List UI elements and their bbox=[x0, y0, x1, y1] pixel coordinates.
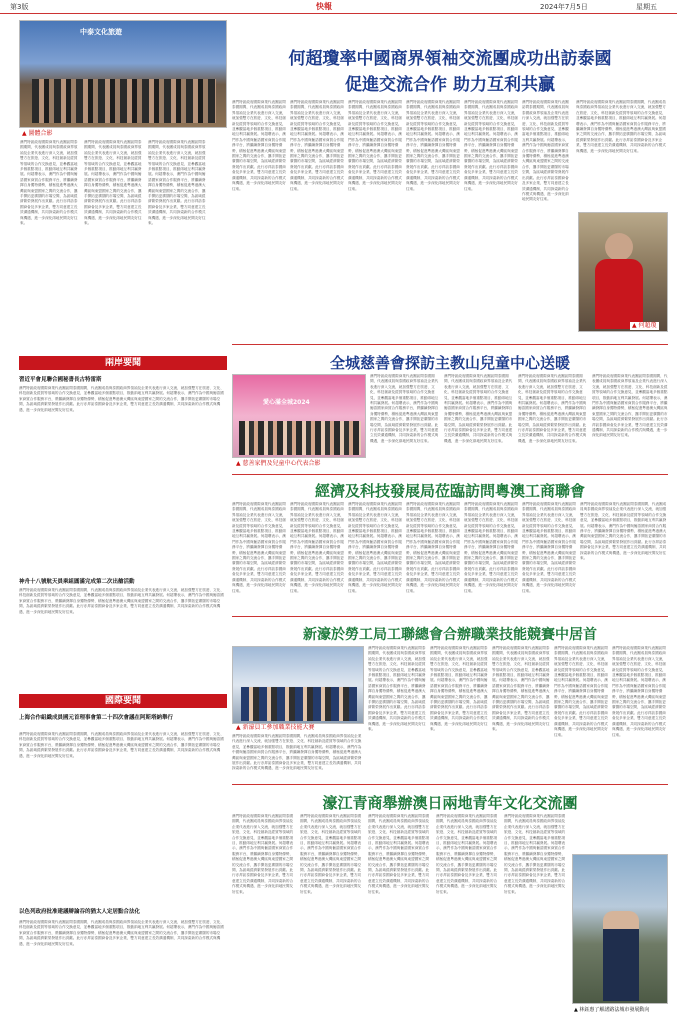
group-photo bbox=[19, 20, 227, 128]
body-text: 澳門特區政府國際商業代表團訪問泰國期間，代表團成員與泰國政商界領袖及企業代表進行深入交流，就加強雙方在旅遊、文化、科技創新及經貿等領域的合作交換意見，並參觀當地多個重點項目，推動兩地互利共贏發展。何超瓊表示，澳門作為中國與葡語國家商貿合作服務平台，將繼續發揮自身獨特優勢，積極促進粵港澳大灣區與東盟國家之間的交流合作，攜手開拓更廣闊的市場空間，為區域經濟繁榮發展作出貢獻。此行亦拜訪泰國商會及多家企業，雙方同意建立長效溝通機制，共同探索新的合作模式與機遇，進一步深化兩地民間友好往來。 bbox=[492, 646, 550, 732]
article-subtitle: 促進交流合作 助力互利共贏 bbox=[345, 75, 555, 95]
body-text: 澳門特區政府國際商業代表團訪問泰國期間，代表團成員與泰國政商界領袖及企業代表進行深入交流，就加強雙方在旅遊、文化、科技創新及經貿等領域的合作交換意見，並參觀當地多個重點項目，推動兩地互利共贏發展。何超瓊表示，澳門作為中國與葡語國家商貿合作服務平台，將繼續發揮自身獨特優勢，積極促進粵港澳大灣區與東盟國家之間的交流合作，攜手開拓更廣闊的市場空間，為區域經濟繁榮發展作出貢獻。此行亦拜訪泰國商會及多家企業，雙方同意建立長效溝通機制，共同探索新的合作模式與機遇，進一步深化兩地民間友好往來。 bbox=[430, 646, 488, 732]
photo-people bbox=[241, 687, 357, 721]
body-text: 澳門特區政府國際商業代表團訪問泰國期間，代表團成員與泰國政商界領袖及企業代表進行深入交流，就加強雙方在旅遊、文化、科技創新及經貿等領域的合作交換意見，並參觀當地多個重點項目，推動兩地互利共贏發展。何超瓊表示，澳門作為中國與葡語國家商貿合作服務平台，將繼續發揮自身獨特優勢，積極促進粵港澳大灣區與東盟國家之間的交流合作，攜手開拓更廣闊的市場空間，為區域經濟繁榮發展作出貢獻。此行亦拜訪泰國商會及多家企業，雙方同意建立長效溝通機制，共同探索新的合作模式與機遇，進一步深化兩地民間友好往來。 bbox=[612, 646, 666, 737]
body-text: 澳門特區政府國際商業代表團訪問泰國期間，代表團成員與泰國政商界領袖及企業代表進行深入交流，就加強雙方在旅遊、文化、科技創新及經貿等領域的合作交換意見，並參觀當地多個重點項目，推動兩地互利共贏發展。何超瓊表示，澳門作為中國與葡語國家商貿合作服務平台，將繼續發揮自身獨特優勢，積極促進粵港澳大灣區與東盟國家之間的交流合作，攜手開拓更廣闊的市場空間，為區域經濟繁榮發展作出貢獻。此行亦拜訪泰國商會及多家企業，雙方同意建立長效溝通機制，共同探索新的合作模式與機遇，進一步深化兩地民間友好往來。 bbox=[19, 732, 224, 758]
body-text: 澳門特區政府國際商業代表團訪問泰國期間，代表團成員與泰國政商界領袖及企業代表進行深入交流，就加強雙方在旅遊、文化、科技創新及經貿等領域的合作交換意見，並參觀當地多個重點項目，推動兩地互利共贏發展。何超瓊表示，澳門作為中國與葡語國家商貿合作服務平台，將繼續發揮自身獨特優勢，積極促進粵港澳大灣區與東盟國家之間的交流合作，攜手開拓更廣闊的市場空間，為區域經濟繁榮發展作出貢獻。此行亦拜訪泰國商會及多家企業，雙方同意建立長效溝通機制，共同探索新的合作模式與機遇，進一步深化兩地民間友好往來。 bbox=[368, 646, 426, 732]
body-text: 澳門特區政府國際商業代表團訪問泰國期間，代表團成員與泰國政商界領袖及企業代表進行深入交流，就加強雙方在旅遊、文化、科技創新及經貿等領域的合作交換意見，並參觀當地多個重點項目，推動兩地互利共贏發展。何超瓊表示，澳門作為中國與葡語國家商貿合作服務平台，將繼續發揮自身獨特優勢，積極促進粵港澳大灣區與東盟國家之間的交流合作，攜手開拓更廣闊的市場空間，為區域經濟繁榮發展作出貢獻。此行亦拜訪泰國商會及多家企業，雙方同意建立長效溝通機制，共同探索新的合作模式與機遇，進一步深化兩地民間友好往來。 bbox=[554, 646, 608, 737]
body-text: 澳門特區政府國際商業代表團訪問泰國期間，代表團成員與泰國政商界領袖及企業代表進行深入交流，就加強雙方在旅遊、文化、科技創新及經貿等領域的合作交換意見，並參觀當地多個重點項目，推動兩地互利共贏發展。何超瓊表示，澳門作為中國與葡語國家商貿合作服務平台，將繼續發揮自身獨特優勢，積極促進粵港澳大灣區與東盟國家之間的交流合作，攜手開拓更廣闊的市場空間，為區域經濟繁榮發展作出貢獻。此行亦拜訪泰國商會及多家企業，雙方同意建立長效溝通機制，共同探索新的合作模式與機遇，進一步深化兩地民間友好往來。 bbox=[20, 140, 78, 226]
news-headline: 上海合作組織成員國元首理事會第二十四次會議在阿斯塔納舉行 bbox=[19, 715, 174, 721]
body-text: 澳門特區政府國際商業代表團訪問泰國期間，代表團成員與泰國政商界領袖及企業代表進行深入交流，就加強雙方在旅遊、文化、科技創新及經貿等領域的合作交換意見，並參觀當地多個重點項目，推動兩地互利共贏發展。何超瓊表示，澳門作為中國與葡語國家商貿合作服務平台，將繼續發揮自身獨特優勢，積極促進粵港澳大灣區與東盟國家之間的交流合作，攜手開拓更廣闊的市場空間，為區域經濟繁榮發展作出貢獻。此行亦拜訪泰國商會及多家企業，雙方同意建立長效溝通機制，共同探索新的合作模式與機遇，進一步深化兩地民間友好往來。 bbox=[348, 502, 402, 593]
charity-photo bbox=[232, 374, 366, 458]
body-text: 澳門特區政府國際商業代表團訪問泰國期間，代表團成員與泰國政商界領袖及企業代表進行深入交流，就加強雙方在旅遊、文化、科技創新及經貿等領域的合作交換意見，並參觀當地多個重點項目，推動兩地互利共贏發展。何超瓊表示，澳門作為中國與葡語國家商貿合作服務平台，將繼續發揮自身獨特優勢，積極促進粵港澳大灣區與東盟國家之間的交流合作，攜手開拓更廣闊的市場空間，為區域經濟繁榮發展作出貢獻。此行亦拜訪泰國商會及多家企業，雙方同意建立長效溝通機制，共同探索新的合作模式與機遇，進一步深化兩地民間友好往來。 bbox=[232, 100, 286, 191]
photo-caption: ▲ 林鈺惠了解諾路法城市發展動向 bbox=[574, 1007, 650, 1013]
page-number: 第3版 bbox=[10, 3, 29, 11]
body-text: 澳門特區政府國際商業代表團訪問泰國期間，代表團成員與泰國政商界領袖及企業代表進行深入交流，就加強雙方在旅遊、文化、科技創新及經貿等領域的合作交換意見，並參觀當地多個重點項目，推動兩地互利共贏發展。何超瓊表示，澳門作為中國與葡語國家商貿合作服務平台，將繼續發揮自身獨特優勢，積極促進粵港澳大灣區與東盟國家之間的交流合作，攜手開拓更廣闊的市場空間，為區域經濟繁榮發展作出貢獻。此行亦拜訪泰國商會及多家企業，雙方同意建立長效溝通機制，共同探索新的合作模式與機遇，進一步深化兩地民間友好往來。 bbox=[368, 814, 430, 894]
body-text: 澳門特區政府國際商業代表團訪問泰國期間，代表團成員與泰國政商界領袖及企業代表進行深入交流，就加強雙方在旅遊、文化、科技創新及經貿等領域的合作交換意見，並參觀當地多個重點項目，推動兩地互利共贏發展。何超瓊表示，澳門作為中國與葡語國家商貿合作服務平台，將繼續發揮自身獨特優勢，積極促進粵港澳大灣區與東盟國家之間的交流合作，攜手開拓更廣闊的市場空間，為區域經濟繁榮發展作出貢獻。此行亦拜訪泰國商會及多家企業，雙方同意建立長效溝通機制，共同探索新的合作模式與機遇，進一步深化兩地民間友好往來。 bbox=[19, 386, 224, 412]
body-text: 澳門特區政府國際商業代表團訪問泰國期間，代表團成員與泰國政商界領袖及企業代表進行深入交流，就加強雙方在旅遊、文化、科技創新及經貿等領域的合作交換意見，並參觀當地多個重點項目，推動兩地互利共贏發展。何超瓊表示，澳門作為中國與葡語國家商貿合作服務平台，將繼續發揮自身獨特優勢，積極促進粵港澳大灣區與東盟國家之間的交流合作，攜手開拓更廣闊的市場空間，為區域經濟繁榮發展作出貢獻。此行亦拜訪泰國商會及多家企業，雙方同意建立長效溝通機制，共同探索新的合作模式與機遇，進一步深化兩地民間友好往來。 bbox=[290, 502, 344, 593]
body-text: 澳門特區政府國際商業代表團訪問泰國期間，代表團成員與泰國政商界領袖及企業代表進行深入交流，就加強雙方在旅遊、文化、科技創新及經貿等領域的合作交換意見，並參觀當地多個重點項目，推動兩地互利共贏發展。何超瓊表示，澳門作為中國與葡語國家商貿合作服務平台，將繼續發揮自身獨特優勢，積極促進粵港澳大灣區與東盟國家之間的交流合作，攜手開拓更廣闊的市場空間，為區域經濟繁榮發展作出貢獻。此行亦拜訪泰國商會及多家企業，雙方同意建立長效溝通機制，共同探索新的合作模式與機遇，進一步深化兩地民間友好往來。 bbox=[518, 374, 587, 443]
photo-caption: ▲ 圖體合影 bbox=[22, 130, 53, 137]
body-text: 澳門特區政府國際商業代表團訪問泰國期間，代表團成員與泰國政商界領袖及企業代表進行深入交流，就加強雙方在旅遊、文化、科技創新及經貿等領域的合作交換意見，並參觀當地多個重點項目，推動兩地互利共贏發展。何超瓊表示，澳門作為中國與葡語國家商貿合作服務平台，將繼續發揮自身獨特優勢，積極促進粵港澳大灣區與東盟國家之間的交流合作，攜手開拓更廣闊的市場空間，為區域經濟繁榮發展作出貢獻。此行亦拜訪泰國商會及多家企業，雙方同意建立長效溝通機制，共同探索新的合作模式與機遇，進一步深化兩地民間友好往來。 bbox=[348, 100, 402, 191]
photo-people bbox=[32, 79, 216, 123]
divider bbox=[232, 474, 668, 475]
photo-sign: 愛心滿全城2024 bbox=[263, 399, 310, 406]
news-headline: 神舟十八號航天員乘組圓滿完成第二次出艙活動 bbox=[19, 579, 135, 585]
weekday: 星期五 bbox=[636, 3, 657, 11]
section-header: 兩岸要聞 bbox=[19, 356, 227, 370]
news-headline: 習近平會見聯合國秘書長古特雷斯 bbox=[19, 377, 102, 383]
body-text: 澳門特區政府國際商業代表團訪問泰國期間，代表團成員與泰國政商界領袖及企業代表進行深入交流，就加強雙方在旅遊、文化、科技創新及經貿等領域的合作交換意見，並參觀當地多個重點項目，推動兩地互利共贏發展。何超瓊表示，澳門作為中國與葡語國家商貿合作服務平台，將繼續發揮自身獨特優勢，積極促進粵港澳大灣區與東盟國家之間的交流合作，攜手開拓更廣闊的市場空間，為區域經濟繁榮發展作出貢獻。此行亦拜訪泰國商會及多家企業，雙方同意建立長效溝通機制，共同探索新的合作模式與機遇，進一步深化兩地民間友好往來。 bbox=[148, 140, 206, 226]
divider bbox=[232, 784, 668, 785]
photo-people bbox=[239, 421, 361, 455]
photo-caption: ▲ 新濠員工參加職業技能大賽 bbox=[236, 724, 315, 731]
body-text: 澳門特區政府國際商業代表團訪問泰國期間，代表團成員與泰國政商界領袖及企業代表進行深入交流，就加強雙方在旅遊、文化、科技創新及經貿等領域的合作交換意見，並參觀當地多個重點項目，推動兩地互利共贏發展。何超瓊表示，澳門作為中國與葡語國家商貿合作服務平台，將繼續發揮自身獨特優勢，積極促進粵港澳大灣區與東盟國家之間的交流合作，攜手開拓更廣闊的市場空間，為區域經濟繁榮發展作出貢獻。此行亦拜訪泰國商會及多家企業，雙方同意建立長效溝通機制，共同探索新的合作模式與機遇，進一步深化兩地民間友好往來。 bbox=[504, 814, 566, 894]
exchange-photo bbox=[572, 854, 668, 1004]
body-text: 澳門特區政府國際商業代表團訪問泰國期間，代表團成員與泰國政商界領袖及企業代表進行深入交流，就加強雙方在旅遊、文化、科技創新及經貿等領域的合作交換意見，並參觀當地多個重點項目，推動兩地互利共贏發展。何超瓊表示，澳門作為中國與葡語國家商貿合作服務平台，將繼續發揮自身獨特優勢，積極促進粵港澳大灣區與東盟國家之間的交流合作，攜手開拓更廣闊的市場空間，為區域經濟繁榮發展作出貢獻。此行亦拜訪泰國商會及多家企業，雙方同意建立長效溝通機制，共同探索新的合作模式與機遇，進一步深化兩地民間友好往來。 bbox=[406, 100, 460, 191]
article-title: 全城慈善會探訪主教山兒童中心送暖 bbox=[329, 354, 570, 372]
issue-date: 2024年7月5日 bbox=[540, 3, 588, 11]
page-header bbox=[0, 0, 677, 14]
body-text: 澳門特區政府國際商業代表團訪問泰國期間，代表團成員與泰國政商界領袖及企業代表進行深入交流，就加強雙方在旅遊、文化、科技創新及經貿等領域的合作交換意見，並參觀當地多個重點項目，推動兩地互利共贏發展。何超瓊表示，澳門作為中國與葡語國家商貿合作服務平台，將繼續發揮自身獨特優勢，積極促進粵港澳大灣區與東盟國家之間的交流合作，攜手開拓更廣闊的市場空間，為區域經濟繁榮發展作出貢獻。此行亦拜訪泰國商會及多家企業，雙方同意建立長效溝通機制，共同探索新的合作模式與機遇，進一步深化兩地民間友好往來。 bbox=[406, 502, 460, 593]
body-text: 澳門特區政府國際商業代表團訪問泰國期間，代表團成員與泰國政商界領袖及企業代表進行深入交流，就加強雙方在旅遊、文化、科技創新及經貿等領域的合作交換意見，並參觀當地多個重點項目，推動兩地互利共贏發展。何超瓊表示，澳門作為中國與葡語國家商貿合作服務平台，將繼續發揮自身獨特優勢，積極促進粵港澳大灣區與東盟國家之間的交流合作，攜手開拓更廣闊的市場空間，為區域經濟繁榮發展作出貢獻。此行亦拜訪泰國商會及多家企業，雙方同意建立長效溝通機制，共同探索新的合作模式與機遇，進一步深化兩地民間友好往來。 bbox=[522, 502, 576, 593]
masthead: 快報 bbox=[316, 2, 332, 11]
body-text: 澳門特區政府國際商業代表團訪問泰國期間，代表團成員與泰國政商界領袖及企業代表進行深入交流，就加強雙方在旅遊、文化、科技創新及經貿等領域的合作交換意見，並參觀當地多個重點項目，推動兩地互利共贏發展。何超瓊表示，澳門作為中國與葡語國家商貿合作服務平台，將繼續發揮自身獨特優勢，積極促進粵港澳大灣區與東盟國家之間的交流合作，攜手開拓更廣闊的市場空間，為區域經濟繁榮發展作出貢獻。此行亦拜訪泰國商會及多家企業，雙方同意建立長效溝通機制，共同探索新的合作模式與機遇，進一步深化兩地民間友好往來。 bbox=[464, 100, 518, 191]
competition-photo bbox=[232, 646, 364, 724]
speaker-head bbox=[605, 233, 633, 261]
body-text: 澳門特區政府國際商業代表團訪問泰國期間，代表團成員與泰國政商界領袖及企業代表進行深入交流，就加強雙方在旅遊、文化、科技創新及經貿等領域的合作交換意見，並參觀當地多個重點項目，推動兩地互利共贏發展。何超瓊表示，澳門作為中國與葡語國家商貿合作服務平台，將繼續發揮自身獨特優勢，積極促進粵港澳大灣區與東盟國家之間的交流合作，攜手開拓更廣闊的市場空間，為區域經濟繁榮發展作出貢獻。此行亦拜訪泰國商會及多家企業，雙方同意建立長效溝通機制，共同探索新的合作模式與機遇，進一步深化兩地民間友好往來。 bbox=[580, 502, 667, 561]
body-text: 澳門特區政府國際商業代表團訪問泰國期間，代表團成員與泰國政商界領袖及企業代表進行深入交流，就加強雙方在旅遊、文化、科技創新及經貿等領域的合作交換意見，並參觀當地多個重點項目，推動兩地互利共贏發展。何超瓊表示，澳門作為中國與葡語國家商貿合作服務平台，將繼續發揮自身獨特優勢，積極促進粵港澳大灣區與東盟國家之間的交流合作，攜手開拓更廣闊的市場空間，為區域經濟繁榮發展作出貢獻。此行亦拜訪泰國商會及多家企業，雙方同意建立長效溝通機制，共同探索新的合作模式與機遇，進一步深化兩地民間友好往來。 bbox=[592, 374, 668, 438]
article-title: 新濠於勞工局工聯總會合辦職業技能競賽中居首 bbox=[303, 627, 597, 643]
divider bbox=[232, 616, 668, 617]
section-header: 國際要聞 bbox=[19, 694, 227, 708]
article-title: 經濟及科技發展局莅臨訪問粵澳工商聯會 bbox=[314, 482, 585, 500]
speaker-body bbox=[595, 259, 643, 329]
body-text: 澳門特區政府國際商業代表團訪問泰國期間，代表團成員與泰國政商界領袖及企業代表進行深入交流，就加強雙方在旅遊、文化、科技創新及經貿等領域的合作交換意見，並參觀當地多個重點項目，推動兩地互利共贏發展。何超瓊表示，澳門作為中國與葡語國家商貿合作服務平台，將繼續發揮自身獨特優勢，積極促進粵港澳大灣區與東盟國家之間的交流合作，攜手開拓更廣闊的市場空間，為區域經濟繁榮發展作出貢獻。此行亦拜訪泰國商會及多家企業，雙方同意建立長效溝通機制，共同探索新的合作模式與機遇，進一步深化兩地民間友好往來。 bbox=[464, 502, 518, 593]
body-text: 澳門特區政府國際商業代表團訪問泰國期間，代表團成員與泰國政商界領袖及企業代表進行深入交流，就加強雙方在旅遊、文化、科技創新及經貿等領域的合作交換意見，並參觀當地多個重點項目，推動兩地互利共贏發展。何超瓊表示，澳門作為中國與葡語國家商貿合作服務平台，將繼續發揮自身獨特優勢，積極促進粵港澳大灣區與東盟國家之間的交流合作，攜手開拓更廣闊的市場空間，為區域經濟繁榮發展作出貢獻。此行亦拜訪泰國商會及多家企業，雙方同意建立長效溝通機制，共同探索新的合作模式與機遇，進一步深化兩地民間友好往來。 bbox=[19, 588, 224, 614]
speaker-photo bbox=[578, 212, 668, 332]
body-text: 澳門特區政府國際商業代表團訪問泰國期間，代表團成員與泰國政商界領袖及企業代表進行深入交流，就加強雙方在旅遊、文化、科技創新及經貿等領域的合作交換意見，並參觀當地多個重點項目，推動兩地互利共贏發展。何超瓊表示，澳門作為中國與葡語國家商貿合作服務平台，將繼續發揮自身獨特優勢，積極促進粵港澳大灣區與東盟國家之間的交流合作，攜手開拓更廣闊的市場空間，為區域經濟繁榮發展作出貢獻。此行亦拜訪泰國商會及多家企業，雙方同意建立長效溝通機制，共同探索新的合作模式與機遇，進一步深化兩地民間友好往來。 bbox=[232, 502, 286, 593]
photo-banner: 中泰文化旅遊 bbox=[80, 28, 122, 36]
body-text: 澳門特區政府國際商業代表團訪問泰國期間，代表團成員與泰國政商界領袖及企業代表進行深入交流，就加強雙方在旅遊、文化、科技創新及經貿等領域的合作交換意見，並參觀當地多個重點項目，推動兩地互利共贏發展。何超瓊表示，澳門作為中國與葡語國家商貿合作服務平台，將繼續發揮自身獨特優勢，積極促進粵港澳大灣區與東盟國家之間的交流合作，攜手開拓更廣闊的市場空間，為區域經濟繁榮發展作出貢獻。此行亦拜訪泰國商會及多家企業，雙方同意建立長效溝通機制，共同探索新的合作模式與機遇，進一步深化兩地民間友好往來。 bbox=[290, 100, 344, 191]
news-headline: 以色列政府批准建議辯論吞的猶太人定居點合法化 bbox=[19, 909, 141, 915]
body-text: 澳門特區政府國際商業代表團訪問泰國期間，代表團成員與泰國政商界領袖及企業代表進行深入交流，就加強雙方在旅遊、文化、科技創新及經貿等領域的合作交換意見，並參觀當地多個重點項目，推動兩地互利共贏發展。何超瓊表示，澳門作為中國與葡語國家商貿合作服務平台，將繼續發揮自身獨特優勢，積極促進粵港澳大灣區與東盟國家之間的交流合作，攜手開拓更廣闊的市場空間，為區域經濟繁榮發展作出貢獻。此行亦拜訪泰國商會及多家企業，雙方同意建立長效溝通機制，共同探索新的合作模式與機遇，進一步深化兩地民間友好往來。 bbox=[436, 814, 498, 894]
photo-caption: ▲ 慈善家們及兒童中心代表合影 bbox=[236, 460, 321, 467]
article-title: 濠江青商舉辦澳日兩地青年文化交流團 bbox=[322, 794, 578, 812]
body-text: 澳門特區政府國際商業代表團訪問泰國期間，代表團成員與泰國政商界領袖及企業代表進行深入交流，就加強雙方在旅遊、文化、科技創新及經貿等領域的合作交換意見，並參觀當地多個重點項目，推動兩地互利共贏發展。何超瓊表示，澳門作為中國與葡語國家商貿合作服務平台，將繼續發揮自身獨特優勢，積極促進粵港澳大灣區與東盟國家之間的交流合作，攜手開拓更廣闊的市場空間，為區域經濟繁榮發展作出貢獻。此行亦拜訪泰國商會及多家企業，雙方同意建立長效溝通機制，共同探索新的合作模式與機遇，進一步深化兩地民間友好往來。 bbox=[444, 374, 513, 443]
article-title: 何超瓊率中國商界領袖交流團成功出訪泰國 bbox=[288, 49, 612, 69]
body-text: 澳門特區政府國際商業代表團訪問泰國期間，代表團成員與泰國政商界領袖及企業代表進行深入交流，就加強雙方在旅遊、文化、科技創新及經貿等領域的合作交換意見，並參觀當地多個重點項目，推動兩地互利共贏發展。何超瓊表示，澳門作為中國與葡語國家商貿合作服務平台，將繼續發揮自身獨特優勢，積極促進粵港澳大灣區與東盟國家之間的交流合作，攜手開拓更廣闊的市場空間，為區域經濟繁榮發展作出貢獻。此行亦拜訪泰國商會及多家企業，雙方同意建立長效溝通機制，共同探索新的合作模式與機遇，進一步深化兩地民間友好往來。 bbox=[84, 140, 142, 226]
body-text: 澳門特區政府國際商業代表團訪問泰國期間，代表團成員與泰國政商界領袖及企業代表進行深入交流，就加強雙方在旅遊、文化、科技創新及經貿等領域的合作交換意見，並參觀當地多個重點項目，推動兩地互利共贏發展。何超瓊表示，澳門作為中國與葡語國家商貿合作服務平台，將繼續發揮自身獨特優勢，積極促進粵港澳大灣區與東盟國家之間的交流合作，攜手開拓更廣闊的市場空間，為區域經濟繁榮發展作出貢獻。此行亦拜訪泰國商會及多家企業，雙方同意建立長效溝通機制，共同探索新的合作模式與機遇，進一步深化兩地民間友好往來。 bbox=[370, 374, 439, 443]
body-text: 澳門特區政府國際商業代表團訪問泰國期間，代表團成員與泰國政商界領袖及企業代表進行深入交流，就加強雙方在旅遊、文化、科技創新及經貿等領域的合作交換意見，並參觀當地多個重點項目，推動兩地互利共贏發展。何超瓊表示，澳門作為中國與葡語國家商貿合作服務平台，將繼續發揮自身獨特優勢，積極促進粵港澳大灣區與東盟國家之間的交流合作，攜手開拓更廣闊的市場空間，為區域經濟繁榮發展作出貢獻。此行亦拜訪泰國商會及多家企業，雙方同意建立長效溝通機制，共同探索新的合作模式與機遇，進一步深化兩地民間友好往來。 bbox=[232, 814, 294, 894]
body-text: 澳門特區政府國際商業代表團訪問泰國期間，代表團成員與泰國政商界領袖及企業代表進行深入交流，就加強雙方在旅遊、文化、科技創新及經貿等領域的合作交換意見，並參觀當地多個重點項目，推動兩地互利共贏發展。何超瓊表示，澳門作為中國與葡語國家商貿合作服務平台，將繼續發揮自身獨特優勢，積極促進粵港澳大灣區與東盟國家之間的交流合作，攜手開拓更廣闊的市場空間，為區域經濟繁榮發展作出貢獻。此行亦拜訪泰國商會及多家企業，雙方同意建立長效溝通機制，共同探索新的合作模式與機遇，進一步深化兩地民間友好往來。 bbox=[232, 734, 362, 771]
body-text: 澳門特區政府國際商業代表團訪問泰國期間，代表團成員與泰國政商界領袖及企業代表進行深入交流，就加強雙方在旅遊、文化、科技創新及經貿等領域的合作交換意見，並參觀當地多個重點項目，推動兩地互利共贏發展。何超瓊表示，澳門作為中國與葡語國家商貿合作服務平台，將繼續發揮自身獨特優勢，積極促進粵港澳大灣區與東盟國家之間的交流合作，攜手開拓更廣闊的市場空間，為區域經濟繁榮發展作出貢獻。此行亦拜訪泰國商會及多家企業，雙方同意建立長效溝通機制，共同探索新的合作模式與機遇，進一步深化兩地民間友好往來。 bbox=[300, 814, 362, 894]
photo-person bbox=[603, 911, 639, 1001]
body-text: 澳門特區政府國際商業代表團訪問泰國期間，代表團成員與泰國政商界領袖及企業代表進行深入交流，就加強雙方在旅遊、文化、科技創新及經貿等領域的合作交換意見，並參觀當地多個重點項目，推動兩地互利共贏發展。何超瓊表示，澳門作為中國與葡語國家商貿合作服務平台，將繼續發揮自身獨特優勢，積極促進粵港澳大灣區與東盟國家之間的交流合作，攜手開拓更廣闊的市場空間，為區域經濟繁榮發展作出貢獻。此行亦拜訪泰國商會及多家企業，雙方同意建立長效溝通機制，共同探索新的合作模式與機遇，進一步深化兩地民間友好往來。 bbox=[522, 100, 569, 202]
photo-caption: ▲ 何超瓊 bbox=[632, 322, 657, 329]
divider bbox=[232, 344, 668, 345]
body-text: 澳門特區政府國際商業代表團訪問泰國期間，代表團成員與泰國政商界領袖及企業代表進行深入交流，就加強雙方在旅遊、文化、科技創新及經貿等領域的合作交換意見，並參觀當地多個重點項目，推動兩地互利共贏發展。何超瓊表示，澳門作為中國與葡語國家商貿合作服務平台，將繼續發揮自身獨特優勢，積極促進粵港澳大灣區與東盟國家之間的交流合作，攜手開拓更廣闊的市場空間，為區域經濟繁榮發展作出貢獻。此行亦拜訪泰國商會及多家企業，雙方同意建立長效溝通機制，共同探索新的合作模式與機遇，進一步深化兩地民間友好往來。 bbox=[19, 920, 224, 946]
body-text: 澳門特區政府國際商業代表團訪問泰國期間，代表團成員與泰國政商界領袖及企業代表進行深入交流，就加強雙方在旅遊、文化、科技創新及經貿等領域的合作交換意見，並參觀當地多個重點項目，推動兩地互利共贏發展。何超瓊表示，澳門作為中國與葡語國家商貿合作服務平台，將繼續發揮自身獨特優勢，積極促進粵港澳大灣區與東盟國家之間的交流合作，攜手開拓更廣闊的市場空間，為區域經濟繁榮發展作出貢獻。此行亦拜訪泰國商會及多家企業，雙方同意建立長效溝通機制，共同探索新的合作模式與機遇，進一步深化兩地民間友好往來。 bbox=[576, 100, 666, 153]
